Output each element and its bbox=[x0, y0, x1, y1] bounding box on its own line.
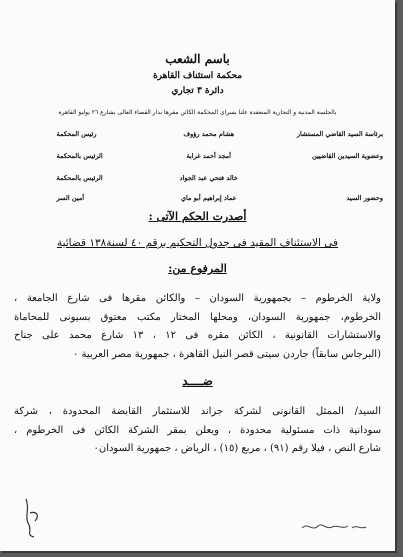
respondent-line: سودانية ذات مسئولية محدودة ، ويعلن بمقر الشركة الكائن فى الخرطوم ، bbox=[14, 424, 381, 436]
appellant-line: (البرجاس سابقاً) جاردن سيتى قصر النيل القاهرة ، جمهورية مصر العربية ٠ bbox=[72, 348, 381, 360]
header-session: بالجلسة المدنية و التجارية المنعقدة علنا بسراى المحكمة الكائن مقرها بدار القضاء العالى بشارع ٢٦ يوليو القاهرة bbox=[58, 109, 337, 116]
panel-row-4 bbox=[44, 194, 383, 202]
respondent-line: شارع النص ، فيلا رقم (٩١) ، مربع (١٥) ، الرياض ، جمهورية السودان٠ bbox=[93, 443, 381, 454]
panel-title: الرئيس بالمحكمة bbox=[56, 152, 103, 160]
panel-title: رئيس المحكمة bbox=[56, 130, 97, 138]
respondent-paragraph bbox=[14, 403, 381, 459]
ruling-heading bbox=[0, 210, 395, 223]
against-heading-text: ضــــد bbox=[182, 374, 213, 388]
case-line-text: فى الاستئناف المقيد فى جدول التحكيم برقم ٤٠ لسنة١٣٨ قضائية bbox=[56, 237, 339, 249]
panel-name: خالد فتحي عبد الجواد bbox=[179, 174, 238, 182]
panel-row-1 bbox=[44, 130, 383, 138]
panel-name: عماد إبراهيم أبو ماي bbox=[180, 194, 237, 202]
panel-role: وعضوية السيدين القاضيين bbox=[312, 152, 383, 160]
panel-role: وحضور السيد bbox=[346, 194, 383, 202]
against-heading bbox=[0, 374, 395, 388]
panel-name: هشام محمد رؤوف bbox=[183, 130, 235, 138]
header-circuit: دائرة ٣ تجاري bbox=[171, 86, 224, 96]
panel-role: برئاسة السيد القاضي المستشار bbox=[296, 130, 383, 138]
signature-right-mark bbox=[300, 518, 370, 536]
appellant-line: والاستشارات القانونية ، الكائن مقره فى ١٢ ، ١٣ شارع محمد على جناح bbox=[14, 330, 381, 341]
panel-row-3 bbox=[44, 174, 383, 182]
case-line bbox=[0, 237, 395, 249]
signature-left-mark bbox=[20, 495, 46, 539]
panel-title: أمين السر bbox=[56, 194, 85, 202]
panel-title: الرئيس بالمحكمة bbox=[56, 174, 103, 182]
appellant-paragraph bbox=[14, 290, 381, 364]
panel-name: أمجد أحمد غرابة bbox=[186, 152, 231, 160]
panel-row-2 bbox=[44, 152, 383, 160]
appellant-line: الخرطوم، جمهورية السودان، ومحلها المختار مكتب معتوق بسيونى للمحاماة bbox=[14, 311, 381, 323]
respondent-line: السيد/ الممثل القانونى لشركة جراند للاستثمار القابضة المحدودة ، شركة bbox=[14, 406, 381, 417]
appellant-line: ولاية الخرطوم – بجمهورية السودان – والكائن مقرها فى شارع الجامعة ، bbox=[14, 293, 381, 304]
header-court: محكمة استئناف القاهرة bbox=[152, 71, 243, 81]
appellant-heading-text: المرفوع من: bbox=[168, 262, 227, 275]
header-people: باسم الشعب bbox=[165, 52, 230, 66]
appellant-heading bbox=[0, 262, 395, 275]
ruling-heading-text: أصدرت الحكم الآتى : bbox=[148, 210, 247, 223]
